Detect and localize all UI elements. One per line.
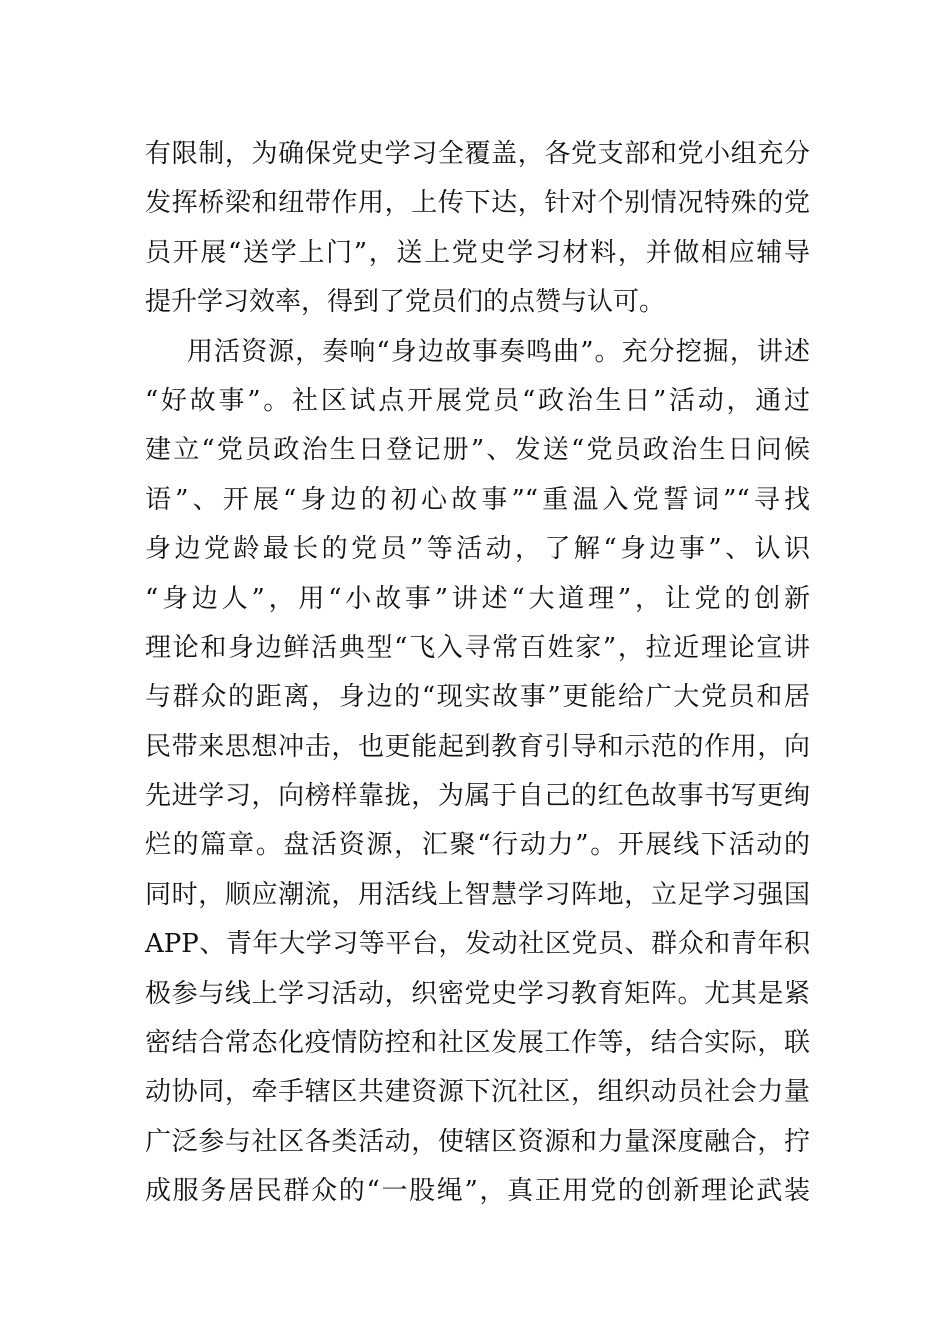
- text-line: 极参与线上学习活动，织密党史学习教育矩阵。尤其是紧: [145, 978, 810, 1009]
- text-line: 发挥桥梁和纽带作用，上传下达，针对个别情况特殊的党: [145, 188, 810, 219]
- text-line: 成服务居民群众的“一股绳”，真正用党的创新理论武装: [145, 1176, 810, 1207]
- text-line: 身边党龄最长的党员”等活动，了解“身边事”、认识: [145, 534, 810, 565]
- text-line: 动协同，牵手辖区共建资源下沉社区，组织动员社会力量: [145, 1077, 810, 1108]
- text-line: 广泛参与社区各类活动，使辖区资源和力量深度融合，拧: [145, 1126, 810, 1157]
- text-line: 烂的篇章。盘活资源，汇聚“行动力”。开展线下活动的: [145, 830, 810, 861]
- text-line: 建立“党员政治生日登记册”、发送“党员政治生日问候: [145, 435, 810, 466]
- text-line: “好故事”。社区试点开展党员“政治生日”活动，通过: [145, 385, 810, 416]
- paragraph-start-line: 用活资源，奏响“身边故事奏鸣曲”。充分挖掘，讲述: [187, 336, 810, 367]
- text-line: APP、青年大学习等平台，发动社区党员、群众和青年积: [145, 929, 810, 960]
- text-line: 同时，顺应潮流，用活线上智慧学习阵地，立足学习强国: [145, 879, 810, 910]
- text-line: 有限制，为确保党史学习全覆盖，各党支部和党小组充分: [145, 139, 810, 169]
- text-line: 提升学习效率，得到了党员们的点赞与认可。: [145, 287, 666, 318]
- text-line: 理论和身边鲜活典型“飞入寻常百姓家”，拉近理论宣讲: [145, 632, 810, 663]
- text-line: 密结合常态化疫情防控和社区发展工作等，结合实际，联: [145, 1028, 810, 1059]
- body-text: [145, 130, 810, 1217]
- text-line: 与群众的距离，身边的“现实故事”更能给广大党员和居: [145, 682, 810, 713]
- text-line: 先进学习，向榜样靠拢，为属于自己的红色故事书写更绚: [145, 781, 810, 812]
- text-line: 语”、开展“身边的初心故事”“重温入党誓词”“寻找: [145, 484, 810, 515]
- text-line: “身边人”，用“小故事”讲述“大道理”，让党的创新: [145, 583, 810, 614]
- text-line: 民带来思想冲击，也更能起到教育引导和示范的作用，向: [145, 731, 810, 762]
- text-line: 员开展“送学上门”，送上党史学习材料，并做相应辅导: [145, 237, 810, 268]
